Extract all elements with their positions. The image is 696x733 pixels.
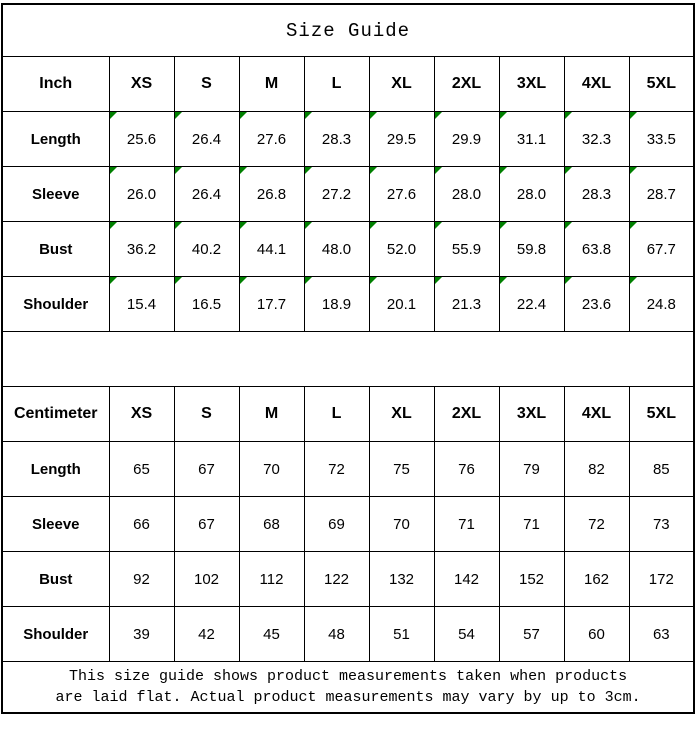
measure-label: Shoulder <box>2 277 109 332</box>
measure-value: 29.9 <box>434 112 499 167</box>
corner-marker-icon <box>305 112 312 119</box>
corner-marker-icon <box>435 112 442 119</box>
measure-value: 32.3 <box>564 112 629 167</box>
measure-value: 82 <box>564 442 629 497</box>
corner-marker-icon <box>500 222 507 229</box>
inch-size-header: 3XL <box>499 57 564 112</box>
measure-value: 63 <box>629 607 694 662</box>
measure-value: 172 <box>629 552 694 607</box>
measure-value: 85 <box>629 442 694 497</box>
corner-marker-icon <box>435 277 442 284</box>
inch-row-shoulder <box>2 277 694 332</box>
size-guide-table <box>1 3 695 714</box>
measure-value: 27.6 <box>369 167 434 222</box>
corner-marker-icon <box>500 112 507 119</box>
measure-value: 21.3 <box>434 277 499 332</box>
corner-marker-icon <box>565 277 572 284</box>
measure-value: 26.8 <box>239 167 304 222</box>
measure-label: Sleeve <box>2 167 109 222</box>
measure-value: 63.8 <box>564 222 629 277</box>
cm-row-length <box>2 442 694 497</box>
corner-marker-icon <box>630 167 637 174</box>
measure-value: 68 <box>239 497 304 552</box>
measure-label: Length <box>2 112 109 167</box>
measure-value: 162 <box>564 552 629 607</box>
measure-value: 152 <box>499 552 564 607</box>
measure-value: 67 <box>174 497 239 552</box>
cm-header-row <box>2 387 694 442</box>
corner-marker-icon <box>240 167 247 174</box>
measure-value: 26.4 <box>174 112 239 167</box>
title-section <box>2 4 694 57</box>
measure-value: 122 <box>304 552 369 607</box>
footer-section <box>2 662 694 714</box>
corner-marker-icon <box>175 112 182 119</box>
measure-value: 48 <box>304 607 369 662</box>
corner-marker-icon <box>565 112 572 119</box>
corner-marker-icon <box>500 277 507 284</box>
measure-value: 33.5 <box>629 112 694 167</box>
cm-row-sleeve <box>2 497 694 552</box>
section-gap <box>2 332 694 387</box>
measure-label: Bust <box>2 222 109 277</box>
corner-marker-icon <box>305 277 312 284</box>
measure-value: 18.9 <box>304 277 369 332</box>
corner-marker-icon <box>630 277 637 284</box>
centimeter-section <box>2 387 694 662</box>
corner-marker-icon <box>240 277 247 284</box>
inch-size-header: 4XL <box>564 57 629 112</box>
measure-value: 55.9 <box>434 222 499 277</box>
cm-size-header: XS <box>109 387 174 442</box>
cm-size-header: XL <box>369 387 434 442</box>
measure-value: 26.0 <box>109 167 174 222</box>
measure-value: 51 <box>369 607 434 662</box>
cm-unit-label: Centimeter <box>2 387 109 442</box>
measure-value: 54 <box>434 607 499 662</box>
corner-marker-icon <box>110 222 117 229</box>
cm-size-header: 2XL <box>434 387 499 442</box>
inch-size-header: 5XL <box>629 57 694 112</box>
measure-value: 75 <box>369 442 434 497</box>
corner-marker-icon <box>175 222 182 229</box>
corner-marker-icon <box>565 222 572 229</box>
measure-value: 59.8 <box>499 222 564 277</box>
measure-value: 112 <box>239 552 304 607</box>
measure-value: 71 <box>434 497 499 552</box>
measure-value: 76 <box>434 442 499 497</box>
inch-size-header: 2XL <box>434 57 499 112</box>
measure-label: Bust <box>2 552 109 607</box>
inch-size-header: XS <box>109 57 174 112</box>
title-row <box>2 4 694 57</box>
inch-unit-label: Inch <box>2 57 109 112</box>
corner-marker-icon <box>630 222 637 229</box>
cm-size-header: 4XL <box>564 387 629 442</box>
measure-value: 17.7 <box>239 277 304 332</box>
measure-value: 28.3 <box>564 167 629 222</box>
corner-marker-icon <box>240 112 247 119</box>
measure-value: 71 <box>499 497 564 552</box>
cm-size-header: L <box>304 387 369 442</box>
measure-value: 67 <box>174 442 239 497</box>
measure-value: 67.7 <box>629 222 694 277</box>
page-title: Size Guide <box>2 4 694 57</box>
corner-marker-icon <box>630 112 637 119</box>
cm-size-header: S <box>174 387 239 442</box>
measure-value: 27.6 <box>239 112 304 167</box>
corner-marker-icon <box>370 167 377 174</box>
footer-note-line1: This size guide shows product measurements taken when products <box>69 668 628 685</box>
measure-value: 142 <box>434 552 499 607</box>
cm-row-bust <box>2 552 694 607</box>
measure-value: 69 <box>304 497 369 552</box>
measure-label: Length <box>2 442 109 497</box>
measure-value: 28.0 <box>434 167 499 222</box>
measure-value: 25.6 <box>109 112 174 167</box>
inch-size-header: S <box>174 57 239 112</box>
measure-value: 24.8 <box>629 277 694 332</box>
measure-value: 26.4 <box>174 167 239 222</box>
measure-value: 102 <box>174 552 239 607</box>
cm-size-header: 5XL <box>629 387 694 442</box>
measure-value: 42 <box>174 607 239 662</box>
footer-note-line2: are laid flat. Actual product measurements may vary by up to 3cm. <box>55 689 641 706</box>
footer-note <box>2 662 694 714</box>
corner-marker-icon <box>110 112 117 119</box>
measure-value: 65 <box>109 442 174 497</box>
measure-value: 36.2 <box>109 222 174 277</box>
inch-section <box>2 57 694 332</box>
inch-size-header: L <box>304 57 369 112</box>
corner-marker-icon <box>305 222 312 229</box>
corner-marker-icon <box>370 112 377 119</box>
inch-size-header: XL <box>369 57 434 112</box>
cm-size-header: M <box>239 387 304 442</box>
measure-value: 31.1 <box>499 112 564 167</box>
corner-marker-icon <box>305 167 312 174</box>
corner-marker-icon <box>110 277 117 284</box>
inch-row-bust <box>2 222 694 277</box>
inch-row-length <box>2 112 694 167</box>
measure-value: 44.1 <box>239 222 304 277</box>
corner-marker-icon <box>565 167 572 174</box>
measure-value: 92 <box>109 552 174 607</box>
measure-value: 72 <box>564 497 629 552</box>
corner-marker-icon <box>370 222 377 229</box>
measure-value: 23.6 <box>564 277 629 332</box>
measure-label: Sleeve <box>2 497 109 552</box>
corner-marker-icon <box>175 277 182 284</box>
measure-value: 79 <box>499 442 564 497</box>
measure-value: 39 <box>109 607 174 662</box>
measure-value: 48.0 <box>304 222 369 277</box>
corner-marker-icon <box>175 167 182 174</box>
measure-value: 45 <box>239 607 304 662</box>
measure-value: 70 <box>369 497 434 552</box>
measure-label: Shoulder <box>2 607 109 662</box>
measure-value: 52.0 <box>369 222 434 277</box>
corner-marker-icon <box>240 222 247 229</box>
corner-marker-icon <box>110 167 117 174</box>
measure-value: 66 <box>109 497 174 552</box>
measure-value: 29.5 <box>369 112 434 167</box>
measure-value: 28.7 <box>629 167 694 222</box>
measure-value: 28.3 <box>304 112 369 167</box>
corner-marker-icon <box>370 277 377 284</box>
measure-value: 70 <box>239 442 304 497</box>
measure-value: 27.2 <box>304 167 369 222</box>
corner-marker-icon <box>435 222 442 229</box>
measure-value: 22.4 <box>499 277 564 332</box>
gap-cell <box>2 332 694 387</box>
footer-row <box>2 662 694 714</box>
gap-row <box>2 332 694 387</box>
corner-marker-icon <box>500 167 507 174</box>
measure-value: 16.5 <box>174 277 239 332</box>
measure-value: 60 <box>564 607 629 662</box>
cm-size-header: 3XL <box>499 387 564 442</box>
measure-value: 57 <box>499 607 564 662</box>
measure-value: 72 <box>304 442 369 497</box>
measure-value: 28.0 <box>499 167 564 222</box>
cm-row-shoulder <box>2 607 694 662</box>
inch-size-header: M <box>239 57 304 112</box>
inch-row-sleeve <box>2 167 694 222</box>
measure-value: 132 <box>369 552 434 607</box>
measure-value: 15.4 <box>109 277 174 332</box>
corner-marker-icon <box>435 167 442 174</box>
measure-value: 40.2 <box>174 222 239 277</box>
measure-value: 73 <box>629 497 694 552</box>
measure-value: 20.1 <box>369 277 434 332</box>
inch-header-row <box>2 57 694 112</box>
